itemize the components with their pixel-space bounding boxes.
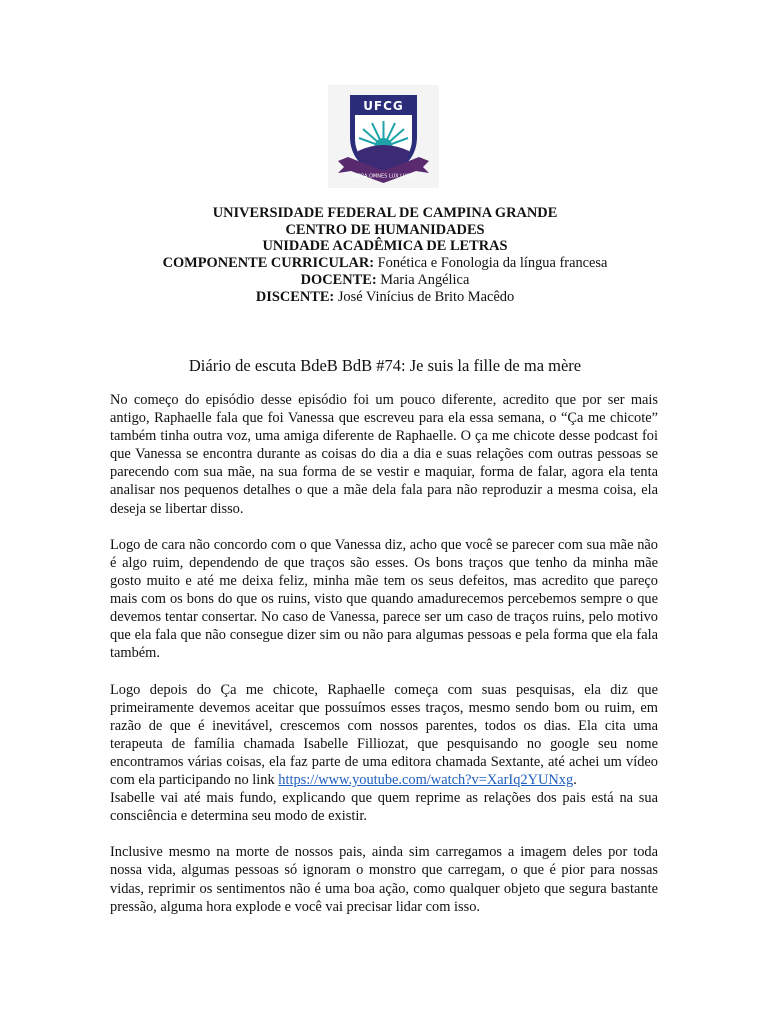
docente-value: Maria Angélica (376, 271, 470, 288)
logo-text: UFCG (363, 99, 404, 113)
discente-value: José Vinícius de Brito Macêdo (334, 288, 515, 305)
discente-label: DISCENTE: (255, 288, 335, 305)
youtube-link[interactable]: https://www.youtube.com/watch?v=XarIq2YUNxg (278, 771, 574, 788)
componente-label: COMPONENTE CURRICULAR: (162, 255, 375, 272)
paragraph-3-end: . (573, 771, 577, 788)
document-body (110, 391, 658, 934)
paragraph-4: Inclusive mesmo na morte de nossos pais, ainda sim carregamos a imagem deles por toda nossa vida, algumas pessoas só ignoram o monstro que carregam, o que é pior para nossas vidas, reprimir os sentimentos não é uma boa ação, como qualquer objeto que segura bastante pressão, alguma hora explode e você vai precisar lidar com isso. (110, 844, 658, 915)
header-center: CENTRO DE HUMANIDADES (285, 221, 485, 238)
header-unit: UNIDADE ACADÊMICA DE LETRAS (262, 238, 508, 255)
paragraph-3-text: Logo depois do Ça me chicote, Raphaelle começa com suas pesquisas, ela diz que primeiramente devemos aceitar que possuímos esses traços, mesmo sendo bom ou ruim, em razão de que é inevitável, crescemos com nossos parentes, todos os dias. Ela cita uma terapeuta de família chamada Isabelle Filliozat, que pesquisando no google seu nome encontramos várias coisas, ela faz parte de uma editora chamada Sextante, até achei um vídeo com ela participando no link (110, 681, 658, 788)
ufcg-logo (328, 85, 439, 188)
document-header (110, 205, 660, 305)
paragraph-1: No começo do episódio desse episódio foi um pouco diferente, acredito que por ser mais antigo, Raphaelle fala que foi Vanessa que escreveu para ela essa semana, o “Ça me chicote” também tinha outra voz, uma amiga diferente de Raphaelle. O ça me chicote desse podcast foi que Vanessa se encontra durante as coisas do dia a dia e suas relações com outras pessoas se parecendo com sua mãe, na sua forma de se vestir e maquiar, forma de falar, agora ela tenta analisar nos pequenos detalhes o que a mãe dela fala para não reproduzir a mesma coisa, ela deseja se libertar disso. (110, 392, 658, 517)
componente-value: Fonética e Fonologia da língua francesa (374, 255, 608, 272)
paragraph-3b: Isabelle vai até mais fundo, explicando que quem reprime as relações dos pais está na sua consciência e determina seu modo de existir. (110, 790, 658, 825)
paragraph-2: Logo de cara não concordo com o que Vanessa diz, acho que você se parecer com sua mãe não é algo ruim, dependendo de que traços são esses. Os bons traços que tenho da minha mãe gosto muito e até me deixa feliz, minha mãe tem os seus defeitos, mas acredito que pareço mais com os bons do que os ruins, visto que quando amadurecemos percebemos sempre o que devemos tentar consertar. No caso de Vanessa, parece ser um caso de traços ruins, pelo motivo que ela fala que não consegue dizer sim ou não para algumas pessoas e pela forma que ela fala também. (110, 536, 658, 662)
header-university: UNIVERSIDADE FEDERAL DE CAMPINA GRANDE (212, 205, 558, 221)
header-docente (110, 272, 660, 289)
document-title: Diário de escuta BdeB BdB #74: Je suis la fille de ma mère (188, 356, 582, 375)
logo-motto: SUPRA OMNES LUX LUCES (350, 173, 417, 180)
header-componente (110, 255, 660, 272)
ufcg-shield-icon (328, 85, 439, 188)
docente-label: DOCENTE: (300, 271, 377, 288)
paragraph-3 (110, 681, 658, 790)
header-discente (110, 289, 660, 306)
